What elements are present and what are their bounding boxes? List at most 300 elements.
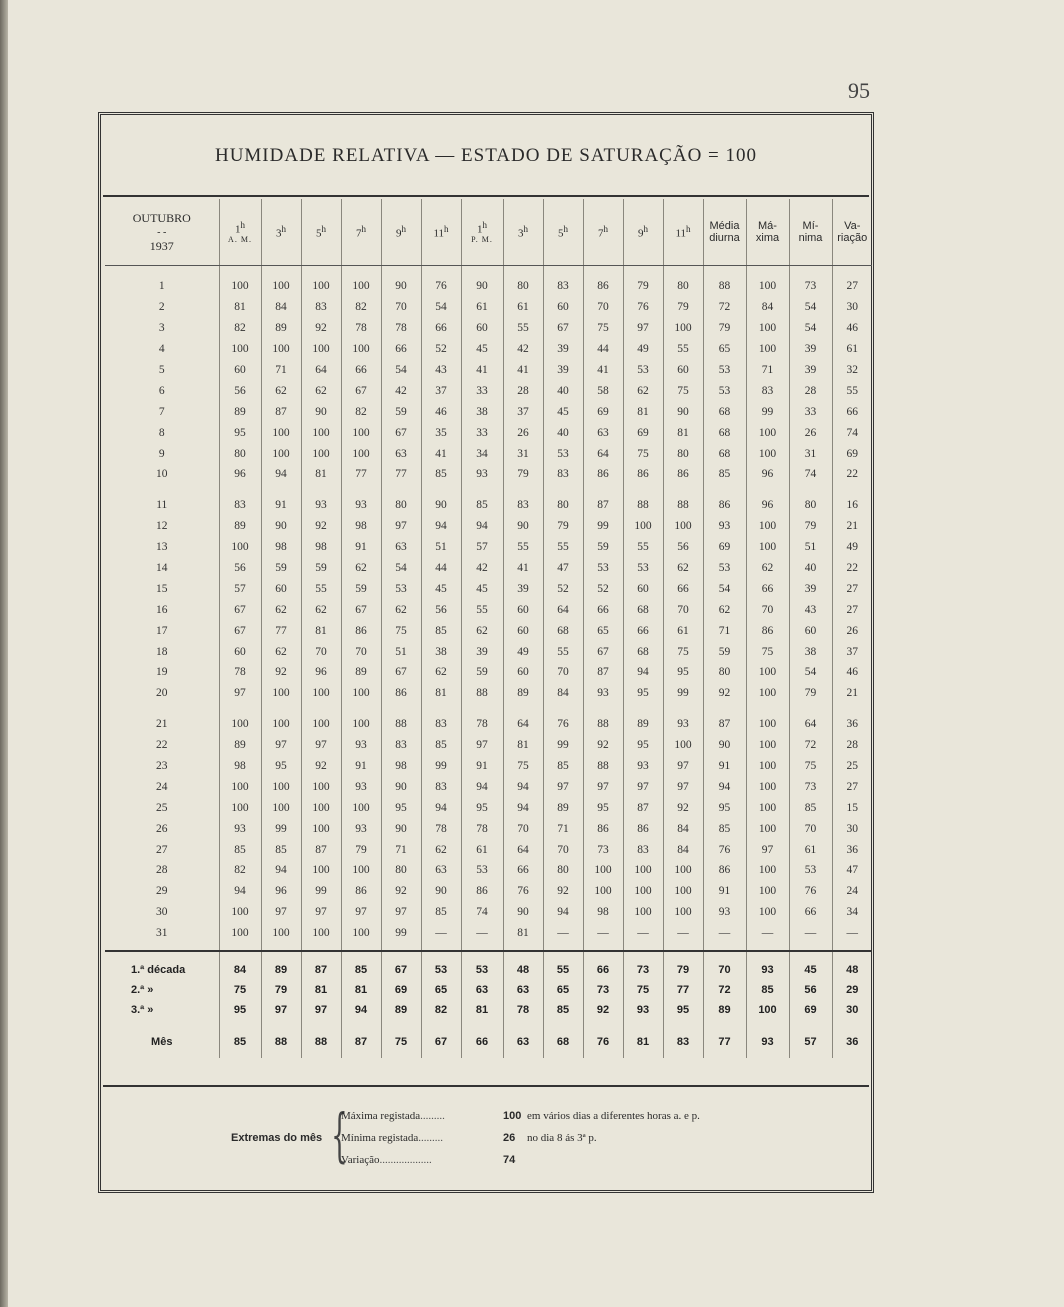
value-cell: 74 (461, 902, 503, 923)
value-cell: 64 (789, 704, 832, 735)
page-number: 95 (848, 78, 870, 103)
value-cell: 60 (503, 599, 543, 620)
value-cell: 33 (461, 380, 503, 401)
value-cell: 75 (746, 641, 789, 662)
value-cell: 80 (543, 860, 583, 881)
day-cell: 15 (156, 582, 168, 595)
value-cell: 61 (461, 839, 503, 860)
value-cell: 100 (301, 860, 341, 881)
value-cell: 62 (261, 641, 301, 662)
media-header (703, 199, 746, 266)
value-cell: 63 (421, 860, 461, 881)
table-row (105, 464, 872, 485)
value-cell: 78 (341, 318, 381, 339)
value-cell: 62 (746, 558, 789, 579)
value-cell: 92 (543, 881, 583, 902)
value-cell: 92 (261, 662, 301, 683)
value-cell: 77 (341, 464, 381, 485)
value-cell: 96 (301, 662, 341, 683)
minima-header-b: nima (798, 232, 823, 244)
table-row (105, 641, 872, 662)
top-rule (103, 195, 869, 197)
value-cell: 98 (341, 516, 381, 537)
value-cell: 91 (341, 756, 381, 777)
value-cell: 85 (703, 818, 746, 839)
value-cell: 46 (421, 401, 461, 422)
value-cell: 93 (341, 735, 381, 756)
value-cell: 67 (341, 380, 381, 401)
value-cell: 95 (583, 797, 623, 818)
value-cell: 96 (746, 464, 789, 485)
value-cell: 93 (341, 776, 381, 797)
value-cell: 26 (789, 422, 832, 443)
summary-cell: 36 (832, 1020, 872, 1058)
value-cell: 100 (301, 797, 341, 818)
value-cell: 68 (703, 443, 746, 464)
value-cell: 53 (789, 860, 832, 881)
value-cell: 40 (543, 380, 583, 401)
value-cell: 66 (583, 599, 623, 620)
value-cell: 75 (789, 756, 832, 777)
value-cell: 39 (461, 641, 503, 662)
summary-cell: 93 (623, 1000, 663, 1020)
value-cell: 94 (461, 516, 503, 537)
summary-row (105, 980, 872, 1000)
summary-cell: 66 (461, 1020, 503, 1058)
hour-header (503, 199, 543, 266)
value-cell: 55 (543, 537, 583, 558)
value-cell: 54 (381, 558, 421, 579)
table-row (105, 818, 872, 839)
value-cell: 88 (663, 485, 703, 516)
value-cell: 56 (219, 380, 261, 401)
value-cell: 72 (789, 735, 832, 756)
value-cell: 91 (703, 881, 746, 902)
value-cell: 87 (623, 797, 663, 818)
summary-cell: 63 (503, 980, 543, 1000)
value-cell: 97 (261, 902, 301, 923)
value-cell: 100 (341, 422, 381, 443)
value-cell: 21 (832, 683, 872, 704)
value-cell: 41 (503, 558, 543, 579)
value-cell: 62 (703, 599, 746, 620)
hour-label: 5 (558, 227, 564, 240)
summary-values (105, 951, 872, 1058)
value-cell: 99 (663, 683, 703, 704)
value-cell: 100 (746, 818, 789, 839)
hour-label: 1 (235, 223, 241, 236)
value-cell: 93 (461, 464, 503, 485)
value-cell: 83 (746, 380, 789, 401)
value-cell: 55 (503, 537, 543, 558)
summary-cell: 97 (261, 1000, 301, 1020)
value-cell: 80 (703, 662, 746, 683)
value-cell: 95 (461, 797, 503, 818)
hour-sup: h (686, 224, 691, 235)
value-cell: 61 (461, 297, 503, 318)
value-cell: 73 (789, 266, 832, 297)
value-cell: 67 (219, 620, 261, 641)
value-cell: 99 (421, 756, 461, 777)
value-cell: 100 (341, 339, 381, 360)
value-cell: 25 (832, 756, 872, 777)
value-cell: 70 (663, 599, 703, 620)
var-row: Variação................... (341, 1154, 432, 1166)
value-cell: 66 (503, 860, 543, 881)
value-cell: 100 (583, 860, 623, 881)
max-row: Máxima registada......... (341, 1110, 445, 1122)
table-row (105, 339, 872, 360)
extremes-section (101, 1101, 871, 1175)
summary-cell: 77 (663, 980, 703, 1000)
value-cell: 69 (583, 401, 623, 422)
value-cell: 60 (219, 641, 261, 662)
value-cell: 89 (543, 797, 583, 818)
value-cell: 100 (261, 797, 301, 818)
value-cell: 100 (746, 704, 789, 735)
value-cell: 63 (583, 422, 623, 443)
value-cell: 100 (341, 443, 381, 464)
value-cell: 56 (663, 537, 703, 558)
value-cell: 54 (789, 662, 832, 683)
day-cell: 13 (156, 541, 168, 554)
value-cell: 66 (421, 318, 461, 339)
value-cell: 62 (301, 599, 341, 620)
summary-row (105, 1020, 872, 1058)
summary-cell: 70 (703, 951, 746, 980)
value-cell: 65 (583, 620, 623, 641)
value-cell: 95 (663, 662, 703, 683)
value-cell: 85 (219, 839, 261, 860)
day-cell: 14 (156, 562, 168, 575)
summary-cell: 73 (623, 951, 663, 980)
summary-row (105, 1000, 872, 1020)
value-cell: 78 (219, 662, 261, 683)
value-cell: 65 (703, 339, 746, 360)
summary-cell: 57 (789, 1020, 832, 1058)
value-cell: 41 (461, 360, 503, 381)
value-cell: 88 (461, 683, 503, 704)
value-cell: 60 (503, 620, 543, 641)
day-cell: 21 (156, 718, 168, 731)
value-cell: 45 (421, 578, 461, 599)
value-cell: 100 (341, 923, 381, 951)
table-row (105, 683, 872, 704)
value-cell: 86 (703, 860, 746, 881)
value-cell: 60 (261, 578, 301, 599)
page-edge (0, 0, 8, 1307)
value-cell: 90 (381, 266, 421, 297)
value-cell: 36 (832, 839, 872, 860)
value-cell: 98 (381, 756, 421, 777)
table-row (105, 318, 872, 339)
value-cell: 100 (746, 683, 789, 704)
value-cell: 98 (583, 902, 623, 923)
summary-cell: 75 (219, 980, 261, 1000)
value-cell: 77 (381, 464, 421, 485)
hour-sup: h (321, 224, 326, 235)
table-row (105, 401, 872, 422)
value-cell: 64 (503, 839, 543, 860)
table-row (105, 360, 872, 381)
value-cell: 100 (746, 860, 789, 881)
table-row (105, 620, 872, 641)
value-cell: — (703, 923, 746, 951)
value-cell: 100 (746, 443, 789, 464)
value-cell: 89 (341, 662, 381, 683)
value-cell: 90 (461, 266, 503, 297)
hour-header (583, 199, 623, 266)
value-cell: 84 (663, 818, 703, 839)
value-cell: 45 (461, 339, 503, 360)
value-cell: 69 (703, 537, 746, 558)
value-cell: 100 (341, 797, 381, 818)
value-cell: 60 (219, 360, 261, 381)
summary-cell: 75 (381, 1020, 421, 1058)
value-cell: 94 (623, 662, 663, 683)
value-cell: 100 (301, 818, 341, 839)
value-cell: 100 (623, 516, 663, 537)
value-cell: 66 (832, 401, 872, 422)
value-cell: 53 (543, 443, 583, 464)
value-cell: — (663, 923, 703, 951)
period-label: A. M. (228, 235, 252, 245)
value-cell: 59 (703, 641, 746, 662)
value-cell: 88 (381, 704, 421, 735)
value-cell: 100 (261, 339, 301, 360)
value-cell: 86 (663, 464, 703, 485)
table-row (105, 537, 872, 558)
value-cell: 93 (583, 683, 623, 704)
value-cell: 42 (503, 339, 543, 360)
value-cell: 100 (746, 776, 789, 797)
value-cell: 86 (341, 620, 381, 641)
value-cell: 100 (219, 537, 261, 558)
value-cell: 97 (583, 776, 623, 797)
value-cell: 100 (219, 776, 261, 797)
value-cell: 85 (421, 620, 461, 641)
value-cell: — (543, 923, 583, 951)
value-cell: 93 (703, 902, 746, 923)
summary-cell: 55 (543, 951, 583, 980)
value-cell: 54 (703, 578, 746, 599)
value-cell: 27 (832, 578, 872, 599)
value-cell: 62 (421, 662, 461, 683)
value-cell: 100 (746, 756, 789, 777)
value-cell: 80 (381, 860, 421, 881)
day-cell: 16 (156, 603, 168, 616)
value-cell: 95 (381, 797, 421, 818)
value-cell: 100 (583, 881, 623, 902)
value-cell: 86 (461, 881, 503, 902)
value-cell: 62 (663, 558, 703, 579)
value-cell: 44 (421, 558, 461, 579)
value-cell: 82 (341, 401, 381, 422)
value-cell: 83 (623, 839, 663, 860)
value-cell: 55 (301, 578, 341, 599)
value-cell: 97 (381, 902, 421, 923)
value-cell: 97 (623, 318, 663, 339)
value-cell: 58 (583, 380, 623, 401)
value-cell: 90 (261, 516, 301, 537)
value-cell: 70 (381, 297, 421, 318)
summary-cell: 89 (381, 1000, 421, 1020)
hour-header (261, 199, 301, 266)
value-cell: 52 (543, 578, 583, 599)
value-cell: 54 (381, 360, 421, 381)
value-cell: 79 (623, 266, 663, 297)
value-cell: 100 (261, 422, 301, 443)
value-cell: 89 (261, 318, 301, 339)
hour-label: 3 (518, 227, 524, 240)
value-cell: 37 (421, 380, 461, 401)
summary-cell: 84 (219, 951, 261, 980)
summary-cell: 76 (583, 1020, 623, 1058)
hour-sup: h (401, 224, 406, 235)
summary-cell: 81 (301, 980, 341, 1000)
value-cell: 51 (789, 537, 832, 558)
value-cell: 100 (261, 683, 301, 704)
humidity-table (105, 199, 872, 1058)
summary-cell: 63 (461, 980, 503, 1000)
day-cell: 29 (156, 885, 168, 898)
value-cell: 35 (421, 422, 461, 443)
day-cell: 5 (158, 364, 165, 376)
value-cell: 56 (219, 558, 261, 579)
value-cell: 42 (381, 380, 421, 401)
summary-cell: 97 (301, 1000, 341, 1020)
value-cell: 71 (543, 818, 583, 839)
value-cell: 56 (421, 599, 461, 620)
day-cell: 9 (158, 447, 165, 460)
hour-sup: h (563, 224, 568, 235)
value-cell: 34 (832, 902, 872, 923)
value-cell: 32 (832, 360, 872, 381)
table-row (105, 599, 872, 620)
day-cell: 3 (158, 322, 165, 335)
value-cell: 91 (703, 756, 746, 777)
value-cell: 38 (461, 401, 503, 422)
hour-header (381, 199, 421, 266)
min-note: no dia 8 ás 3ª p. (527, 1132, 597, 1144)
value-cell: 90 (381, 776, 421, 797)
value-cell: 80 (503, 266, 543, 297)
value-cell: 100 (261, 443, 301, 464)
value-cell: — (746, 923, 789, 951)
hour-header (663, 199, 703, 266)
value-cell: 96 (261, 881, 301, 902)
summary-cell: 85 (219, 1020, 261, 1058)
value-cell: 22 (832, 464, 872, 485)
value-cell: 54 (421, 297, 461, 318)
value-cell: 100 (219, 902, 261, 923)
value-cell: 78 (461, 818, 503, 839)
summary-cell: 81 (341, 980, 381, 1000)
value-cell: 86 (746, 620, 789, 641)
value-cell: 100 (301, 266, 341, 297)
value-cell: 45 (461, 578, 503, 599)
value-cell: 100 (261, 776, 301, 797)
value-cell: 79 (663, 297, 703, 318)
bottom-rule (103, 1085, 869, 1087)
value-cell: 51 (381, 641, 421, 662)
value-cell: 63 (381, 443, 421, 464)
value-cell: 70 (543, 839, 583, 860)
value-cell: 67 (381, 422, 421, 443)
summary-cell: 77 (703, 1020, 746, 1058)
hour-sup: h (523, 224, 528, 235)
value-cell: 90 (663, 401, 703, 422)
table-frame (98, 112, 874, 1193)
value-cell: 28 (789, 380, 832, 401)
value-cell: 75 (381, 620, 421, 641)
value-cell: 96 (219, 464, 261, 485)
value-cell: 47 (543, 558, 583, 579)
value-cell: 62 (301, 380, 341, 401)
value-cell: 62 (461, 620, 503, 641)
value-cell: 40 (789, 558, 832, 579)
value-cell: 94 (543, 902, 583, 923)
value-cell: 92 (301, 756, 341, 777)
value-cell: 89 (503, 683, 543, 704)
value-cell: 75 (663, 380, 703, 401)
value-cell: 81 (301, 620, 341, 641)
summary-cell: 65 (421, 980, 461, 1000)
day-cell: 25 (156, 801, 168, 814)
value-cell: 97 (623, 776, 663, 797)
day-cell: 26 (156, 822, 168, 835)
value-cell: 83 (503, 485, 543, 516)
value-cell: 46 (832, 318, 872, 339)
table-row (105, 776, 872, 797)
value-cell: 61 (503, 297, 543, 318)
value-cell: 86 (583, 266, 623, 297)
value-cell: 66 (663, 578, 703, 599)
value-cell: 93 (341, 485, 381, 516)
value-cell: 93 (341, 818, 381, 839)
day-cell: 8 (158, 426, 165, 439)
hour-sup: h (643, 224, 648, 235)
summary-cell: 81 (623, 1020, 663, 1058)
value-cell: 61 (832, 339, 872, 360)
summary-cell: 63 (503, 1020, 543, 1058)
value-cell: 100 (623, 902, 663, 923)
summary-label: 3.ª » (131, 1003, 154, 1016)
period-label: P. M. (471, 235, 493, 245)
page-title: HUMIDADE RELATIVA — ESTADO DE SATURAÇÃO = 100 (214, 145, 758, 166)
value-cell: 95 (261, 756, 301, 777)
value-cell: 69 (623, 422, 663, 443)
value-cell: 43 (421, 360, 461, 381)
value-cell: 81 (663, 422, 703, 443)
value-cell: 95 (623, 735, 663, 756)
value-cell: 68 (623, 641, 663, 662)
value-cell: 97 (219, 683, 261, 704)
value-cell: 74 (832, 422, 872, 443)
value-cell: 95 (703, 797, 746, 818)
hour-label: 11 (433, 227, 445, 240)
value-cell: 87 (301, 839, 341, 860)
day-cell: 22 (156, 739, 168, 752)
table-row (105, 756, 872, 777)
value-cell: 39 (543, 339, 583, 360)
brace: { (331, 1101, 348, 1169)
hour-header (341, 199, 381, 266)
summary-cell: 79 (663, 951, 703, 980)
hour-label: 11 (675, 227, 687, 240)
table-row (105, 704, 872, 735)
summary-cell: 83 (663, 1020, 703, 1058)
